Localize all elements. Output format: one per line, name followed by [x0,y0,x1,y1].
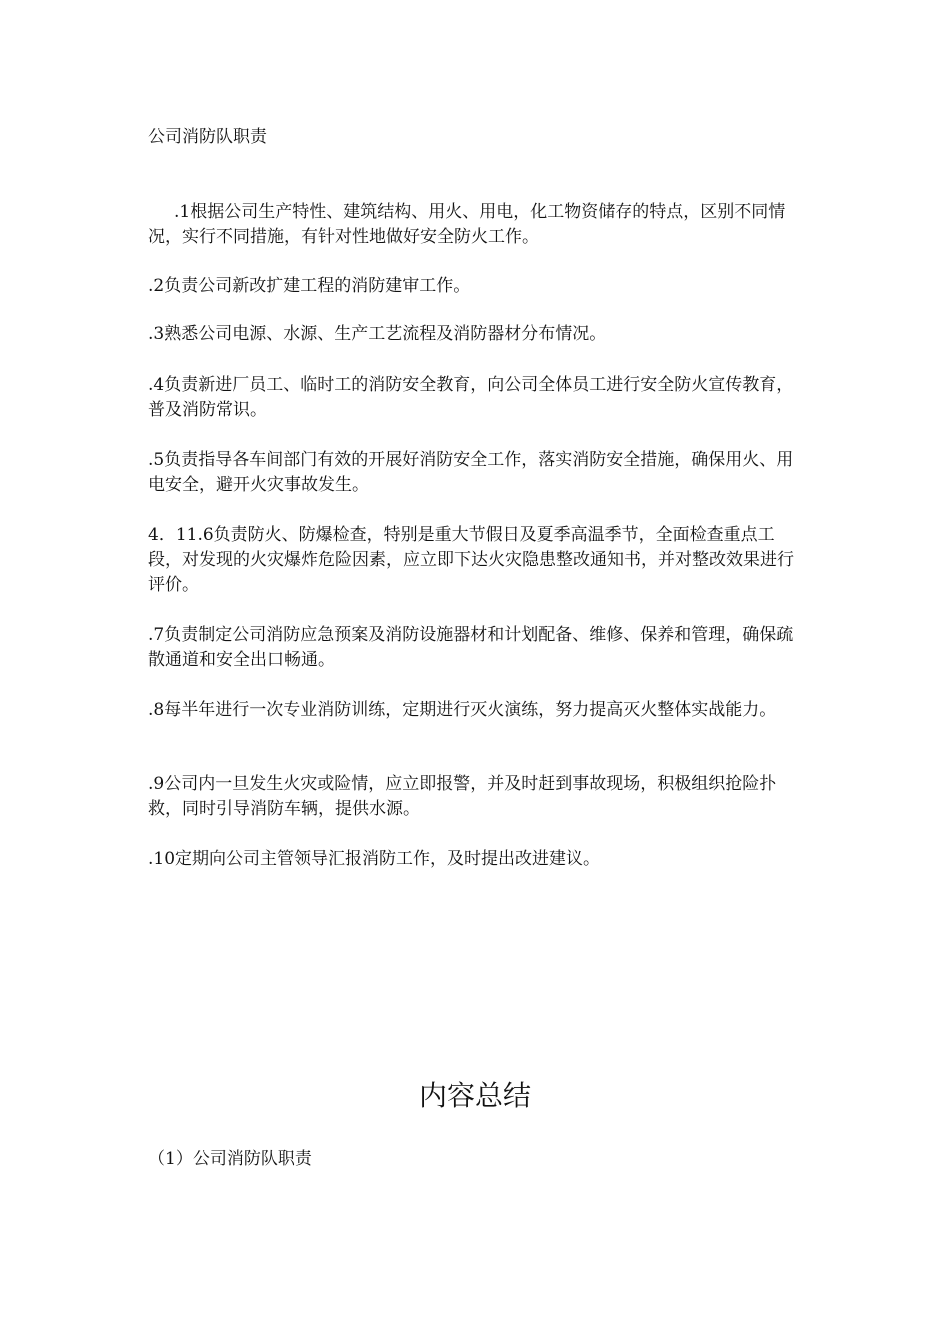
summary-item: （1）公司消防队职责 [148,1149,312,1169]
duty-paragraph-9: .9公司内一旦发生火灾或险情，应立即报警，并及时赶到事故现场，积极组织抢险扑救，同时引导消防车辆，提供水源。 [148,774,777,819]
duty-paragraph-7: .7负责制定公司消防应急预案及消防设施器材和计划配备、维修、保养和管理，确保疏散通道和安全出口畅通。 [148,625,794,670]
duty-paragraph-3: .3熟悉公司电源、水源、生产工艺流程及消防器材分布情况。 [148,324,607,344]
duty-paragraph-6: 4．11.6负责防火、防爆检查，特别是重大节假日及夏季高温季节，全面检查重点工段，对发现的火灾爆炸危险因素，应立即下达火灾隐患整改通知书，并对整改效果进行评价。 [148,525,794,595]
duty-paragraph-1: .1根据公司生产特性、建筑结构、用火、用电，化工物资储存的特点，区别不同情况，实行不同措施，有针对性地做好安全防火工作。 [148,202,786,247]
duty-paragraph-5: .5负责指导各车间部门有效的开展好消防安全工作，落实消防安全措施，确保用火、用电安全，避开火灾事故发生。 [148,450,794,495]
duty-paragraph-4: .4负责新进厂员工、临时工的消防安全教育，向公司全体员工进行安全防火宣传教育，普及消防常识。 [148,375,794,420]
duty-paragraph-2: .2负责公司新改扩建工程的消防建审工作。 [148,276,471,296]
duty-paragraph-10: .10定期向公司主管领导汇报消防工作，及时提出改进建议。 [148,849,601,869]
summary-heading: 内容总结 [418,1079,531,1112]
document-title: 公司消防队职责 [148,127,267,147]
duty-paragraph-8: .8每半年进行一次专业消防训练，定期进行灭火演练，努力提高灭火整体实战能力。 [148,700,777,720]
